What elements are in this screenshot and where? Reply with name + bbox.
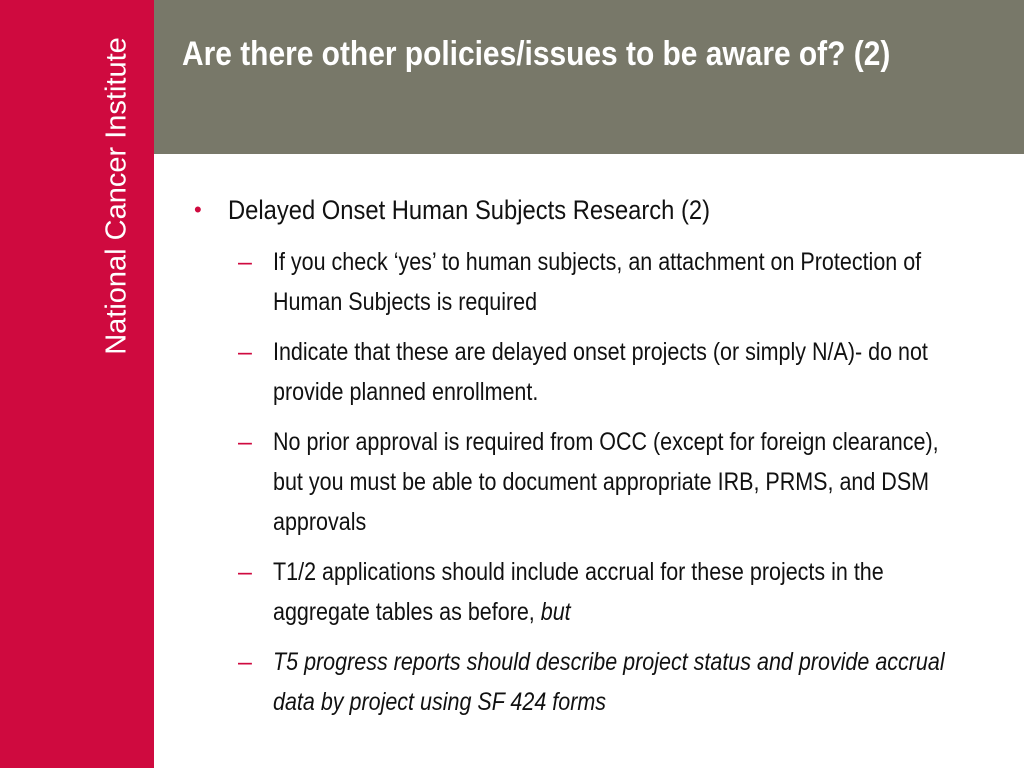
sub-bullet-text: If you check ‘yes’ to human subjects, an attachment on Protection of Human Subjects is required xyxy=(273,248,922,316)
slide-title: Are there other policies/issues to be aware of? (2) xyxy=(182,35,891,73)
title-bar xyxy=(154,0,1024,154)
sub-bullet-item xyxy=(238,552,978,632)
bullet-icon: • xyxy=(194,197,202,222)
dash-icon: – xyxy=(238,248,252,276)
sub-bullet-list xyxy=(238,242,978,732)
dash-icon: – xyxy=(238,338,252,366)
sub-bullet-item xyxy=(238,422,978,542)
sub-bullet-text-main: T1/2 applications should include accrual for these projects in the aggregate tables as before, xyxy=(273,558,884,626)
sidebar-band xyxy=(0,0,154,768)
sub-bullet-item xyxy=(238,332,978,412)
sub-bullet-item xyxy=(238,642,978,722)
dash-icon: – xyxy=(238,428,252,456)
institute-logo-text: National Cancer Institute xyxy=(100,37,133,355)
slide-content xyxy=(154,154,1024,768)
sub-bullet-text: Indicate that these are delayed onset projects (or simply N/A)- do not provide planned enrollment. xyxy=(273,338,928,406)
sub-bullet-text-italic: but xyxy=(540,598,571,626)
sub-bullet-text xyxy=(273,552,970,632)
sub-bullet-text: No prior approval is required from OCC (except for foreign clearance), but you must be able to document appropriate IRB, PRMS, and DSM approvals xyxy=(273,428,939,536)
sub-bullet-item xyxy=(238,242,978,322)
bullet-text: Delayed Onset Human Subjects Research (2) xyxy=(228,195,711,225)
sub-bullet-text: T5 progress reports should describe project status and provide accrual data by project using SF 424 forms xyxy=(273,648,945,716)
dash-icon: – xyxy=(238,558,252,586)
dash-icon: – xyxy=(238,648,252,676)
